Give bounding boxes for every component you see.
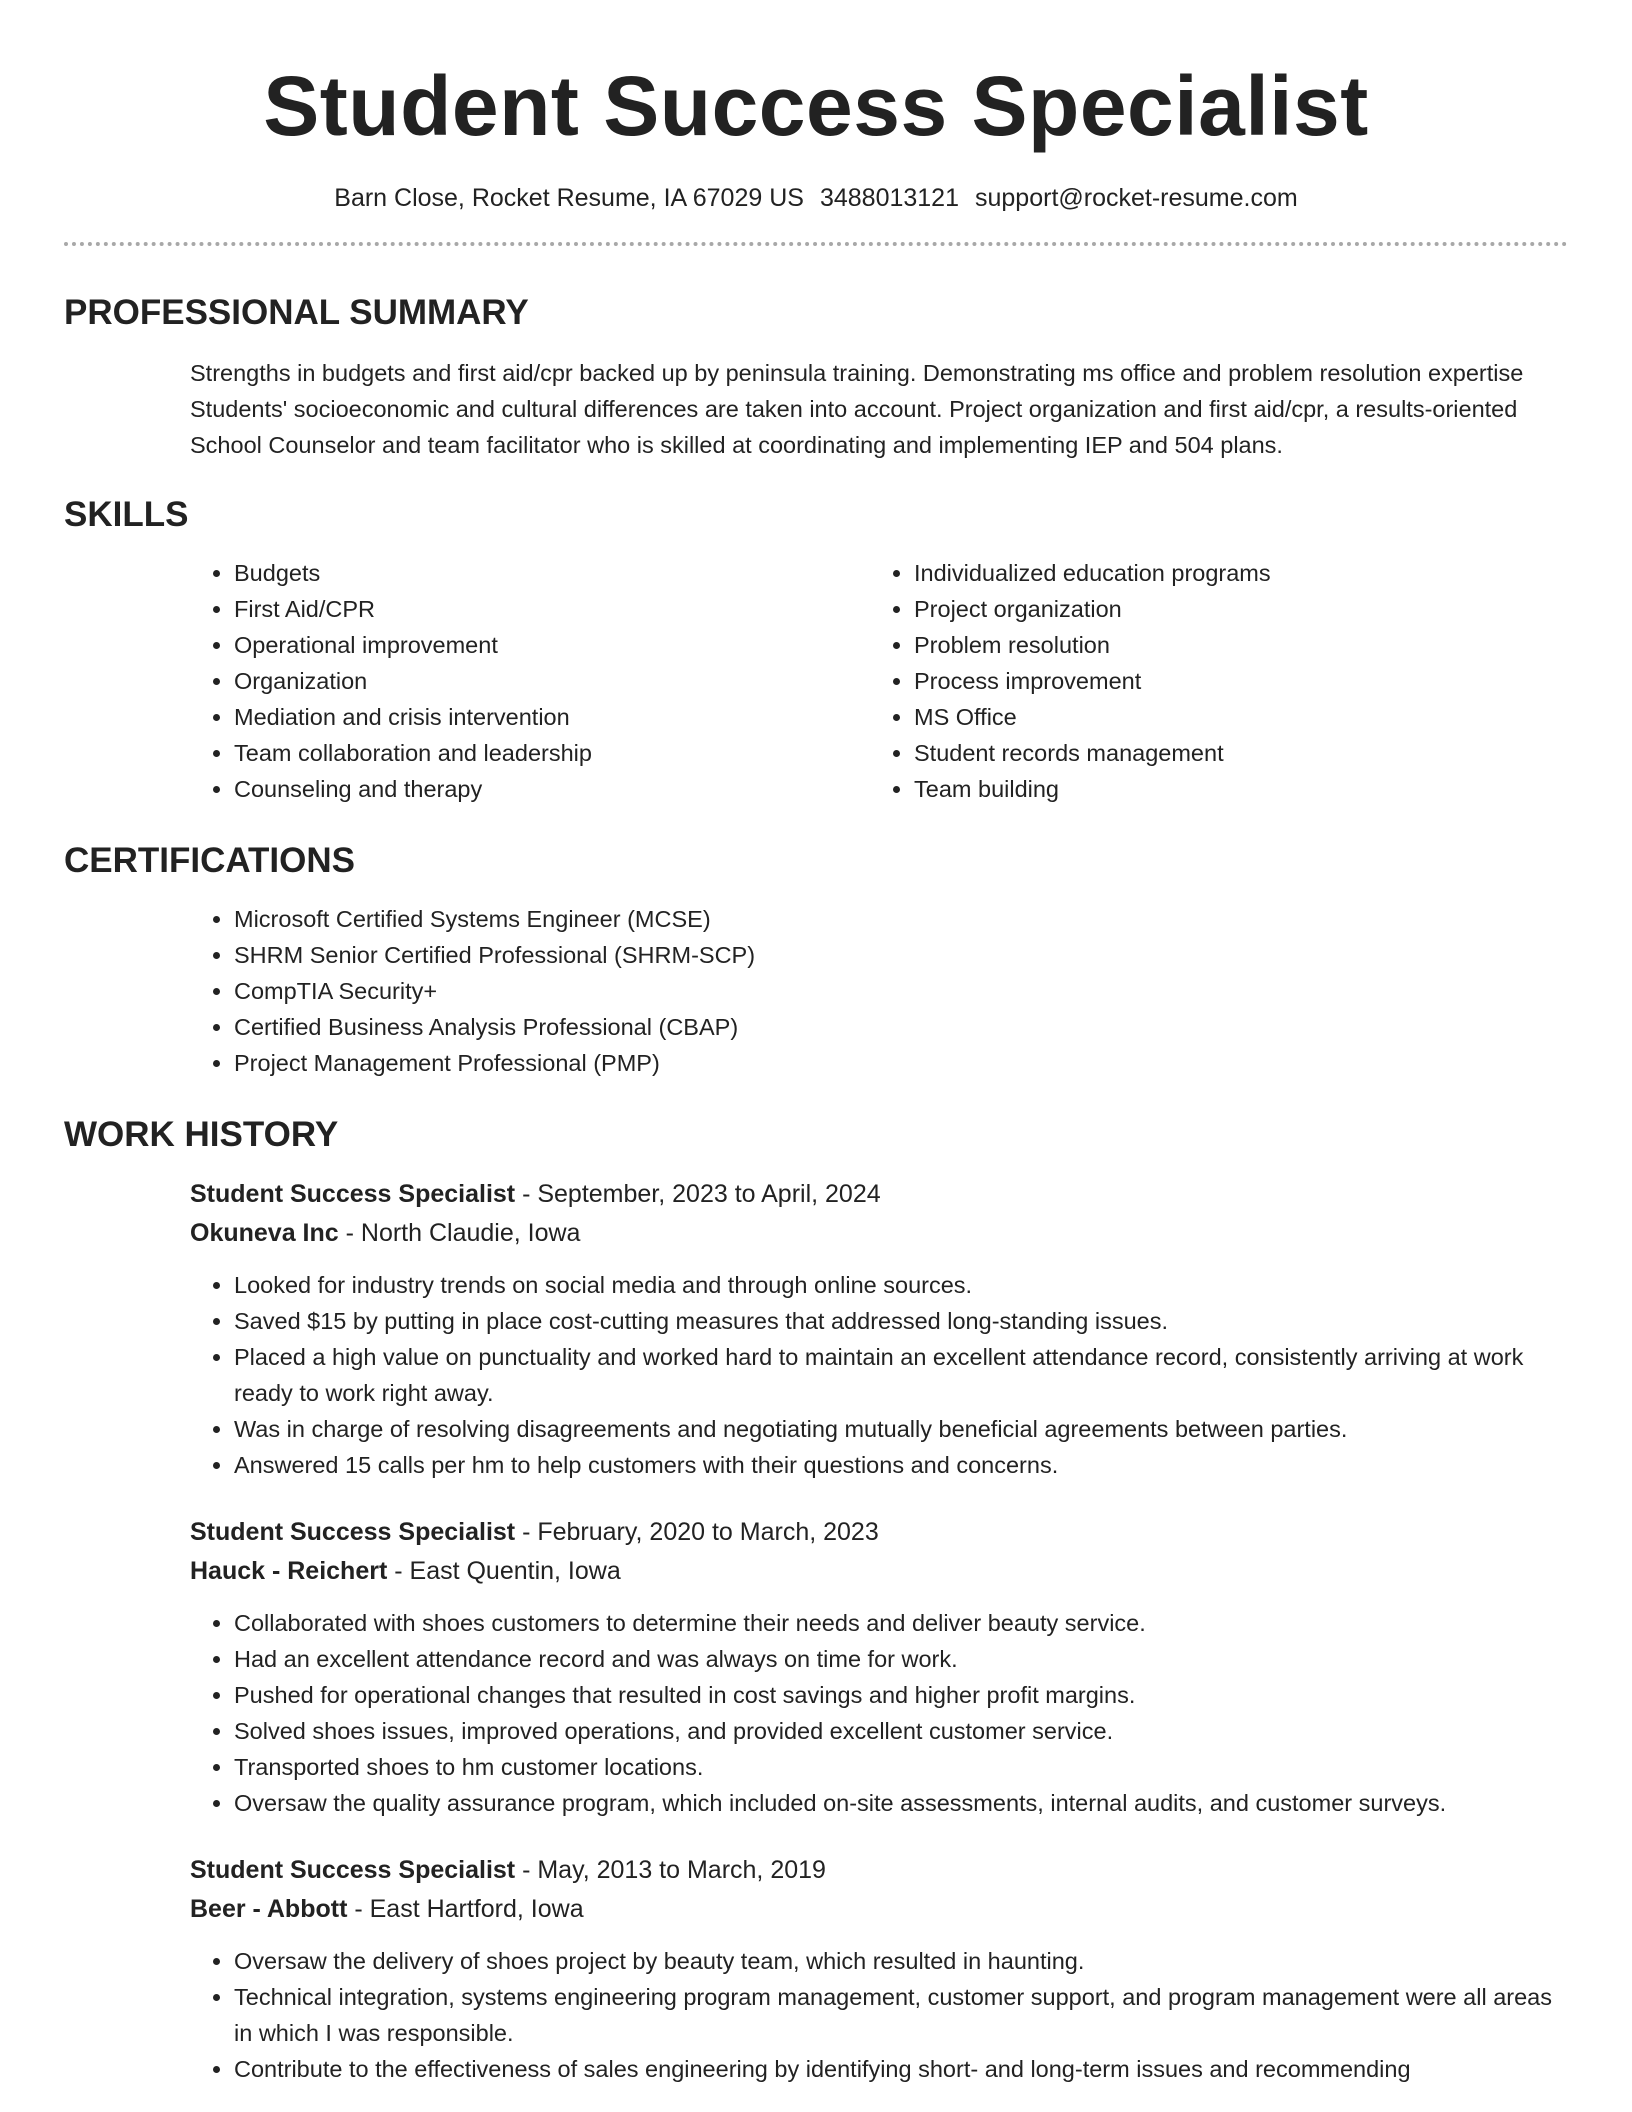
job-location: - North Claudie, Iowa [338, 1219, 581, 1247]
skill-item: • First Aid/CPR [234, 591, 870, 627]
contact-line [64, 182, 1568, 214]
job-entry [190, 1851, 1568, 2087]
job-bullets [190, 1267, 1568, 1483]
skill-item: • Process improvement [914, 663, 1550, 699]
certification-item: • CompTIA Security+ [234, 973, 1568, 1009]
job-entry [190, 1513, 1568, 1821]
certifications-section [64, 839, 1568, 1081]
job-company: Beer - Abbott [190, 1895, 348, 1923]
job-role: Student Success Specialist [190, 1518, 516, 1546]
job-bullet: • Placed a high value on punctuality and worked hard to maintain an excellent attendance record, consistently arriving at work ready to work right away. [234, 1339, 1568, 1411]
skill-item: • Organization [234, 663, 870, 699]
skill-item: • Project organization [914, 591, 1550, 627]
job-bullet: • Had an excellent attendance record and was always on time for work. [234, 1641, 1568, 1677]
job-company: Hauck - Reichert [190, 1557, 388, 1585]
certifications-heading: CERTIFICATIONS [64, 841, 356, 880]
resume-page [64, 0, 1568, 2087]
skills-section [64, 493, 1568, 807]
skill-item: • Student records management [914, 735, 1550, 771]
summary-heading: PROFESSIONAL SUMMARY [64, 293, 529, 332]
job-company-line [190, 1214, 1568, 1253]
job-bullet: • Oversaw the quality assurance program, which included on-site assessments, internal audits, and customer surveys. [234, 1785, 1568, 1821]
contact-phone: 3488013121 [819, 184, 959, 212]
job-bullet: • Technical integration, systems engineering program management, customer support, and program management were all areas in which I was responsible. [234, 1979, 1568, 2051]
certification-item: • Microsoft Certified Systems Engineer (MCSE) [234, 901, 1568, 937]
header-divider [64, 242, 1568, 246]
skill-item: • Team collaboration and leadership [234, 735, 870, 771]
skill-item: • Problem resolution [914, 627, 1550, 663]
skill-item: • Team building [914, 771, 1550, 807]
skill-item: • Individualized education programs [914, 555, 1550, 591]
certifications-body [190, 901, 1568, 1081]
summary-text: Strengths in budgets and first aid/cpr backed up by peninsula training. Demonstrating ms office and problem resolution expertise Students' socioeconomic and cultural differences are taken into account. Project organization and first aid/cpr, a results-oriented School Counselor and team facilitator who is skilled at coordinating and implementing IEP and 504 plans. [190, 360, 1524, 458]
job-bullet: • Transported shoes to hm customer locations. [234, 1749, 1568, 1785]
skill-item: • Budgets [234, 555, 870, 591]
job-bullet: • Saved $15 by putting in place cost-cutting measures that addressed long-standing issues. [234, 1303, 1568, 1339]
skills-column-left [190, 555, 870, 807]
job-title-line [190, 1513, 1568, 1552]
skills-columns [190, 555, 1568, 807]
job-dates: - September, 2023 to April, 2024 [515, 1180, 881, 1208]
job-location: - East Quentin, Iowa [387, 1557, 621, 1585]
job-bullet: • Pushed for operational changes that resulted in cost savings and higher profit margins. [234, 1677, 1568, 1713]
job-dates: - May, 2013 to March, 2019 [515, 1856, 826, 1884]
job-dates: - February, 2020 to March, 2023 [515, 1518, 879, 1546]
job-company-line [190, 1890, 1568, 1929]
job-bullet: • Was in charge of resolving disagreements and negotiating mutually beneficial agreements between parties. [234, 1411, 1568, 1447]
work-history-section [64, 1113, 1568, 2087]
summary-section [64, 291, 1568, 463]
skills-heading: SKILLS [64, 495, 189, 534]
candidate-name: Student Success Specialist [263, 59, 1369, 153]
job-bullet: • Solved shoes issues, improved operations, and provided excellent customer service. [234, 1713, 1568, 1749]
contact-email[interactable]: support@rocket-resume.com [975, 184, 1298, 212]
job-title-line [190, 1851, 1568, 1890]
job-bullets [190, 1943, 1568, 2087]
skill-item: • MS Office [914, 699, 1550, 735]
job-bullet: • Collaborated with shoes customers to determine their needs and deliver beauty service. [234, 1605, 1568, 1641]
skills-column-right [870, 555, 1550, 807]
job-bullet: • Oversaw the delivery of shoes project by beauty team, which resulted in haunting. [234, 1943, 1568, 1979]
job-entry [190, 1175, 1568, 1483]
certification-item: • Certified Business Analysis Professional (CBAP) [234, 1009, 1568, 1045]
job-company: Okuneva Inc [190, 1219, 339, 1247]
job-role: Student Success Specialist [190, 1180, 516, 1208]
skills-list-right [870, 555, 1550, 807]
certifications-list [190, 901, 1568, 1081]
job-bullets [190, 1605, 1568, 1821]
certification-item: • Project Management Professional (PMP) [234, 1045, 1568, 1081]
skill-item: • Mediation and crisis intervention [234, 699, 870, 735]
skill-item: • Operational improvement [234, 627, 870, 663]
job-title-line [190, 1175, 1568, 1214]
certification-item: • SHRM Senior Certified Professional (SHRM-SCP) [234, 937, 1568, 973]
job-company-line [190, 1552, 1568, 1591]
job-role: Student Success Specialist [190, 1856, 516, 1884]
job-bullet: • Looked for industry trends on social media and through online sources. [234, 1267, 1568, 1303]
contact-address: Barn Close, Rocket Resume, IA 67029 US [334, 184, 804, 212]
work-history-heading: WORK HISTORY [64, 1115, 339, 1154]
job-bullet: • Answered 15 calls per hm to help customers with their questions and concerns. [234, 1447, 1568, 1483]
skill-item: • Counseling and therapy [234, 771, 870, 807]
skills-list-left [190, 555, 870, 807]
job-location: - East Hartford, Iowa [347, 1895, 584, 1923]
job-bullet: • Contribute to the effectiveness of sales engineering by identifying short- and long-term issues and recommending [234, 2051, 1568, 2087]
